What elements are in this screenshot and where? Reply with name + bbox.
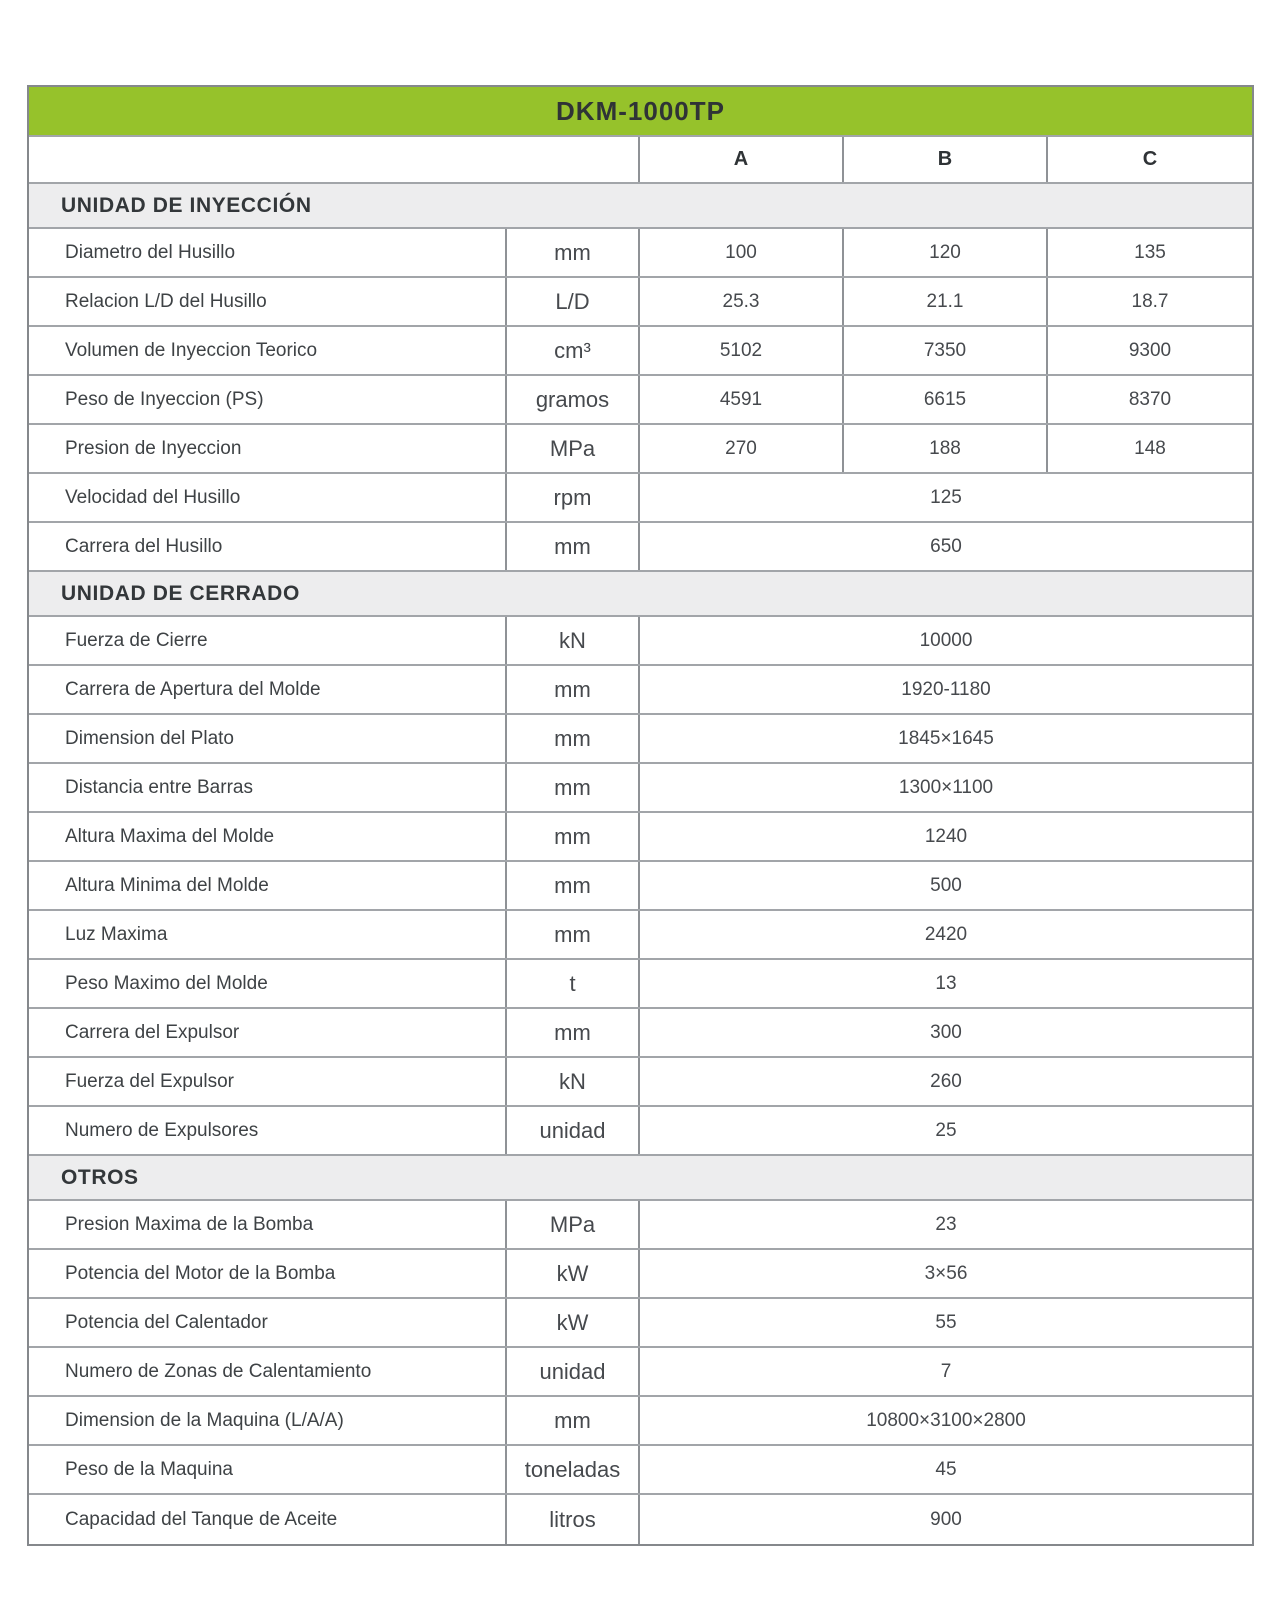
spec-row — [29, 229, 1252, 278]
row-values — [638, 376, 1252, 423]
row-values — [638, 1201, 1252, 1248]
row-label: Diametro del Husillo — [65, 241, 236, 263]
row-unit: rpm — [505, 474, 638, 521]
row-values — [638, 278, 1252, 325]
row-label: Capacidad del Tanque de Aceite — [65, 1508, 338, 1530]
spec-row — [29, 278, 1252, 327]
table-title: DKM-1000TP — [556, 95, 725, 126]
row-values — [638, 1446, 1252, 1493]
row-value-merged: 650 — [638, 523, 1252, 570]
row-value-merged: 10800×3100×2800 — [638, 1397, 1252, 1444]
row-label: Peso de la Maquina — [65, 1458, 233, 1480]
column-header-row — [29, 137, 1252, 184]
row-value: 9300 — [1046, 327, 1252, 374]
row-value: 8370 — [1046, 376, 1252, 423]
row-values — [638, 1495, 1252, 1544]
row-label: Volumen de Inyeccion Teorico — [65, 339, 318, 361]
row-value: 148 — [1046, 425, 1252, 472]
row-value: 4591 — [638, 376, 842, 423]
spec-row — [29, 1348, 1252, 1397]
row-unit: mm — [505, 1397, 638, 1444]
row-unit: gramos — [505, 376, 638, 423]
row-label: Dimension de la Maquina (L/A/A) — [65, 1409, 344, 1431]
row-unit: unidad — [505, 1107, 638, 1154]
spec-row — [29, 617, 1252, 666]
row-values — [638, 1058, 1252, 1105]
row-value: 18.7 — [1046, 278, 1252, 325]
row-value: 5102 — [638, 327, 842, 374]
row-values — [638, 715, 1252, 762]
row-unit: mm — [505, 764, 638, 811]
row-label: Altura Maxima del Molde — [65, 825, 275, 847]
row-value-merged: 1240 — [638, 813, 1252, 860]
row-label: Peso de Inyeccion (PS) — [65, 388, 264, 410]
row-value-merged: 300 — [638, 1009, 1252, 1056]
spec-row — [29, 1446, 1252, 1495]
spec-row — [29, 862, 1252, 911]
row-unit: mm — [505, 715, 638, 762]
row-value-merged: 1300×1100 — [638, 764, 1252, 811]
spec-row — [29, 813, 1252, 862]
row-values — [638, 425, 1252, 472]
spec-row — [29, 1397, 1252, 1446]
row-label: Luz Maxima — [65, 923, 168, 945]
row-unit: kW — [505, 1250, 638, 1297]
row-label: Presion de Inyeccion — [65, 437, 242, 459]
row-values — [638, 862, 1252, 909]
row-value-merged: 45 — [638, 1446, 1252, 1493]
row-unit: kW — [505, 1299, 638, 1346]
row-label: Distancia entre Barras — [65, 776, 253, 798]
row-value: 270 — [638, 425, 842, 472]
row-label: Potencia del Motor de la Bomba — [65, 1262, 336, 1284]
spec-row — [29, 1107, 1252, 1156]
spec-row — [29, 1009, 1252, 1058]
row-label: Relacion L/D del Husillo — [65, 290, 267, 312]
spec-row — [29, 474, 1252, 523]
column-header-c: C — [1046, 137, 1252, 182]
row-values — [638, 1348, 1252, 1395]
spec-row — [29, 523, 1252, 572]
row-value-merged: 1845×1645 — [638, 715, 1252, 762]
row-value-merged: 13 — [638, 960, 1252, 1007]
row-values — [638, 1299, 1252, 1346]
row-values — [638, 960, 1252, 1007]
spec-row — [29, 376, 1252, 425]
row-label: Carrera del Expulsor — [65, 1021, 240, 1043]
section-title: OTROS — [61, 1165, 139, 1189]
section-header — [29, 1156, 1252, 1201]
row-unit: t — [505, 960, 638, 1007]
row-values — [638, 813, 1252, 860]
row-values — [638, 911, 1252, 958]
row-values — [638, 229, 1252, 276]
row-values — [638, 617, 1252, 664]
spec-row — [29, 425, 1252, 474]
row-value: 6615 — [842, 376, 1046, 423]
row-unit: mm — [505, 1009, 638, 1056]
row-label: Velocidad del Husillo — [65, 486, 241, 508]
spec-row — [29, 1058, 1252, 1107]
column-header-b: B — [842, 137, 1046, 182]
row-value-merged: 3×56 — [638, 1250, 1252, 1297]
row-unit: kN — [505, 617, 638, 664]
row-label: Potencia del Calentador — [65, 1311, 268, 1333]
column-header-spacer — [29, 137, 638, 182]
row-value: 7350 — [842, 327, 1046, 374]
row-value-merged: 1920-1180 — [638, 666, 1252, 713]
row-values — [638, 523, 1252, 570]
row-value-merged: 260 — [638, 1058, 1252, 1105]
row-unit: mm — [505, 229, 638, 276]
row-unit: toneladas — [505, 1446, 638, 1493]
row-value: 25.3 — [638, 278, 842, 325]
column-header-a: A — [638, 137, 842, 182]
row-unit: L/D — [505, 278, 638, 325]
row-value-merged: 500 — [638, 862, 1252, 909]
row-label: Fuerza del Expulsor — [65, 1070, 234, 1092]
spec-row — [29, 1201, 1252, 1250]
spec-row — [29, 960, 1252, 1009]
row-value-merged: 10000 — [638, 617, 1252, 664]
row-label: Dimension del Plato — [65, 727, 234, 749]
spec-table — [27, 85, 1254, 1546]
spec-row — [29, 764, 1252, 813]
row-unit: kN — [505, 1058, 638, 1105]
row-value-merged: 2420 — [638, 911, 1252, 958]
row-label: Fuerza de Cierre — [65, 629, 208, 651]
spec-row — [29, 1250, 1252, 1299]
spec-row — [29, 911, 1252, 960]
row-values — [638, 1397, 1252, 1444]
row-label: Carrera de Apertura del Molde — [65, 678, 321, 700]
row-label: Numero de Zonas de Calentamiento — [65, 1360, 372, 1382]
row-unit: mm — [505, 862, 638, 909]
spec-row — [29, 1495, 1252, 1544]
row-value-merged: 55 — [638, 1299, 1252, 1346]
row-value-merged: 25 — [638, 1107, 1252, 1154]
row-unit: mm — [505, 523, 638, 570]
row-unit: cm³ — [505, 327, 638, 374]
row-value-merged: 125 — [638, 474, 1252, 521]
row-unit: mm — [505, 813, 638, 860]
row-values — [638, 1107, 1252, 1154]
row-value-merged: 23 — [638, 1201, 1252, 1248]
spec-row — [29, 1299, 1252, 1348]
row-values — [638, 1250, 1252, 1297]
section-title: UNIDAD DE CERRADO — [61, 581, 300, 605]
row-label: Altura Minima del Molde — [65, 874, 269, 896]
row-unit: litros — [505, 1495, 638, 1544]
row-values — [638, 474, 1252, 521]
spec-row — [29, 327, 1252, 376]
row-unit: MPa — [505, 1201, 638, 1248]
row-unit: MPa — [505, 425, 638, 472]
section-title: UNIDAD DE INYECCIÓN — [61, 193, 312, 217]
table-body — [29, 184, 1252, 1544]
row-value: 120 — [842, 229, 1046, 276]
row-label: Peso Maximo del Molde — [65, 972, 268, 994]
row-values — [638, 327, 1252, 374]
row-label: Numero de Expulsores — [65, 1119, 259, 1141]
row-unit: mm — [505, 666, 638, 713]
section-header — [29, 572, 1252, 617]
row-value-merged: 900 — [638, 1495, 1252, 1544]
table-title-bar — [29, 87, 1252, 137]
row-label: Carrera del Husillo — [65, 535, 223, 557]
row-value: 21.1 — [842, 278, 1046, 325]
row-unit: mm — [505, 911, 638, 958]
spec-row — [29, 666, 1252, 715]
row-value: 100 — [638, 229, 842, 276]
row-value: 188 — [842, 425, 1046, 472]
row-values — [638, 1009, 1252, 1056]
row-value: 135 — [1046, 229, 1252, 276]
row-values — [638, 764, 1252, 811]
row-value-merged: 7 — [638, 1348, 1252, 1395]
row-label: Presion Maxima de la Bomba — [65, 1213, 314, 1235]
row-values — [638, 666, 1252, 713]
section-header — [29, 184, 1252, 229]
row-unit: unidad — [505, 1348, 638, 1395]
spec-row — [29, 715, 1252, 764]
